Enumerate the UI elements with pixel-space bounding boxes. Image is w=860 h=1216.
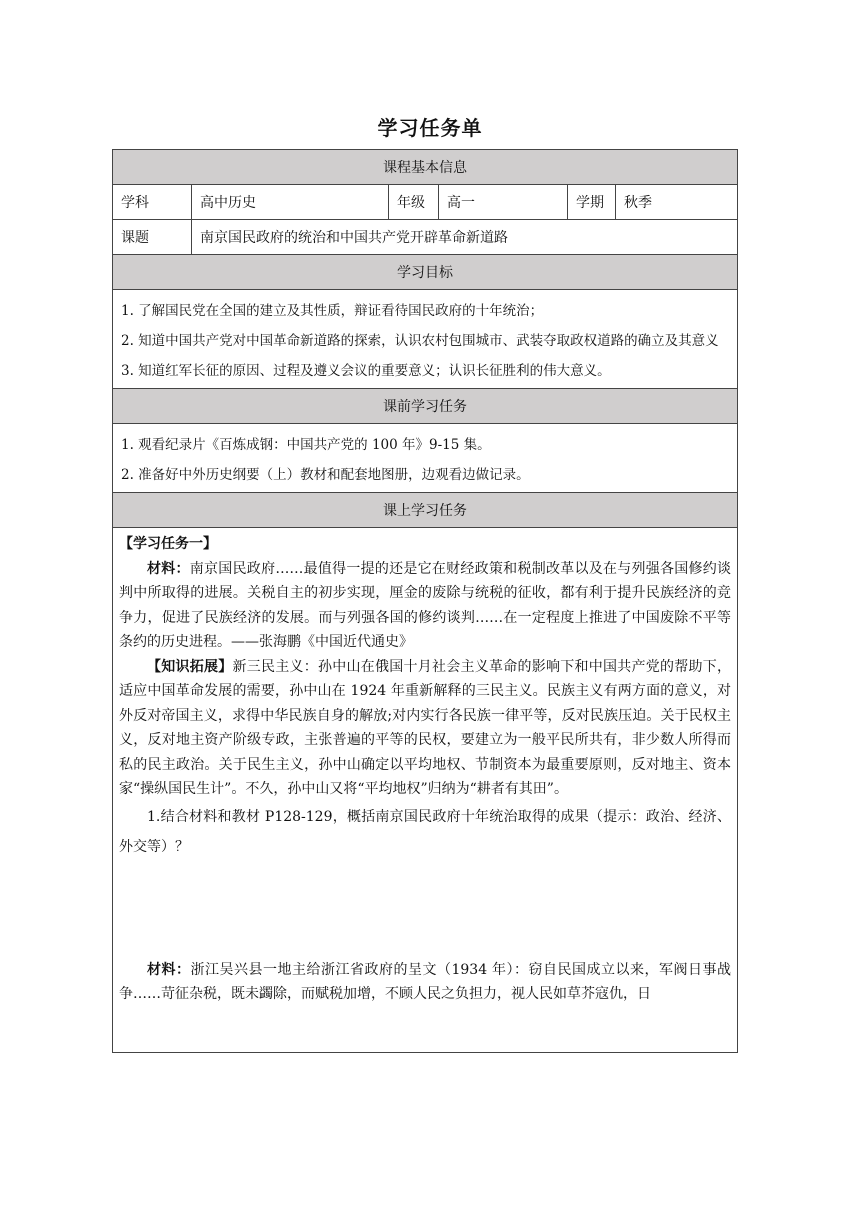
pre-tasks-header: 课前学习任务	[113, 389, 738, 424]
topic-row	[113, 220, 738, 255]
material2-text: 浙江吴兴县一地主给浙江省政府的呈文（1934 年）：窃自民国成立以来，军阀日事战争……苛征杂税，既未蠲除，而赋税加增，不顾人民之负担力，视人民如草芥寇仇，日	[119, 961, 732, 1002]
course-info-header-row	[113, 150, 738, 185]
grade-label: 年级	[389, 185, 439, 220]
material2-paragraph	[119, 958, 731, 1007]
pre-task-item: 2. 准备好中外历史纲要（上）教材和配套地图册，边观看边做记录。	[121, 467, 530, 483]
goal-item: 1. 了解国民党在全国的建立及其性质，辩证看待国民政府的十年统治；	[121, 303, 544, 319]
goals-header: 学习目标	[113, 255, 738, 290]
topic-value: 南京国民政府的统治和中国共产党开辟革命新道路	[192, 220, 738, 255]
in-class-header-row	[113, 493, 738, 528]
answer-space[interactable]	[119, 862, 731, 958]
topic-label: 课题	[113, 220, 192, 255]
knowledge-paragraph	[119, 655, 731, 802]
in-class-row	[113, 528, 738, 1053]
goals-header-row	[113, 255, 738, 290]
material1-text: 南京国民政府……最值得一提的还是它在财经政策和税制改革以及在与列强各国修约谈判中所取得的进展。关税自主的初步实现，厘金的废除与统税的征收，都有利于提升民族经济的竞争力，促进了民族经济的发展。而与列强各国的修约谈判……在一定程度上推进了中国废除不平等条约的历史进程。——张海鹏《中国近代通史》	[119, 560, 732, 650]
course-info-row	[113, 185, 738, 220]
goal-item: 3. 知道红军长征的原因、过程及遵义会议的重要意义；认识长征胜利的伟大意义。	[121, 363, 611, 379]
term-value: 秋季	[616, 185, 738, 220]
page-title: 学习任务单	[377, 116, 483, 140]
subject-value: 高中历史	[192, 185, 389, 220]
goal-item: 2. 知道中国共产党对中国革命新道路的探索，认识农村包围城市、武装夺取政权道路的确立及其意义	[121, 333, 719, 349]
knowledge-text: 新三民主义：孙中山在俄国十月社会主义革命的影响下和中国共产党的帮助下，适应中国革命发展的需要，孙中山在 1924 年重新解释的三民主义。民族主义有两方面的意义，对外反对帝国主义，求得中华民族自身的解放;对内实行各民族一律平等，反对民族压迫。关于民权主义，反对地主资产阶级专政，主张普遍的平等的民权，要建立为一般平民所共有，非少数人所得而私的民主政治。关于民生主义，孙中山确定以平均地权、节制资本为最重要原则，反对地主、资本家“操纵国民生计”。不久，孙中山又将“平均地权”归纳为“耕者有其田”。	[119, 658, 732, 797]
goals-row	[113, 290, 738, 389]
material2-label: 材料：	[147, 961, 191, 978]
term-label: 学期	[568, 185, 616, 220]
course-info-header: 课程基本信息	[113, 150, 738, 185]
material1-paragraph	[119, 557, 731, 655]
knowledge-label: 【知识拓展】	[147, 658, 233, 675]
task1-title: 【学习任务一】	[119, 536, 217, 552]
in-class-cell	[113, 528, 738, 1053]
subject-label: 学科	[113, 185, 192, 220]
goals-cell	[113, 290, 738, 389]
in-class-header: 课上学习任务	[113, 493, 738, 528]
material1-label: 材料：	[147, 560, 190, 577]
grade-value: 高一	[439, 185, 568, 220]
task-sheet-table	[112, 149, 738, 1053]
pre-tasks-row	[113, 424, 738, 493]
question1: 1.结合材料和教材 P128-129，概括南京国民政府十年统治取得的成果（提示：政治、经济、外交等）？	[119, 808, 732, 855]
pre-tasks-cell	[113, 424, 738, 493]
pre-task-item: 1. 观看纪录片《百炼成钢：中国共产党的 100 年》9-15 集。	[121, 437, 491, 453]
pre-tasks-header-row	[113, 389, 738, 424]
